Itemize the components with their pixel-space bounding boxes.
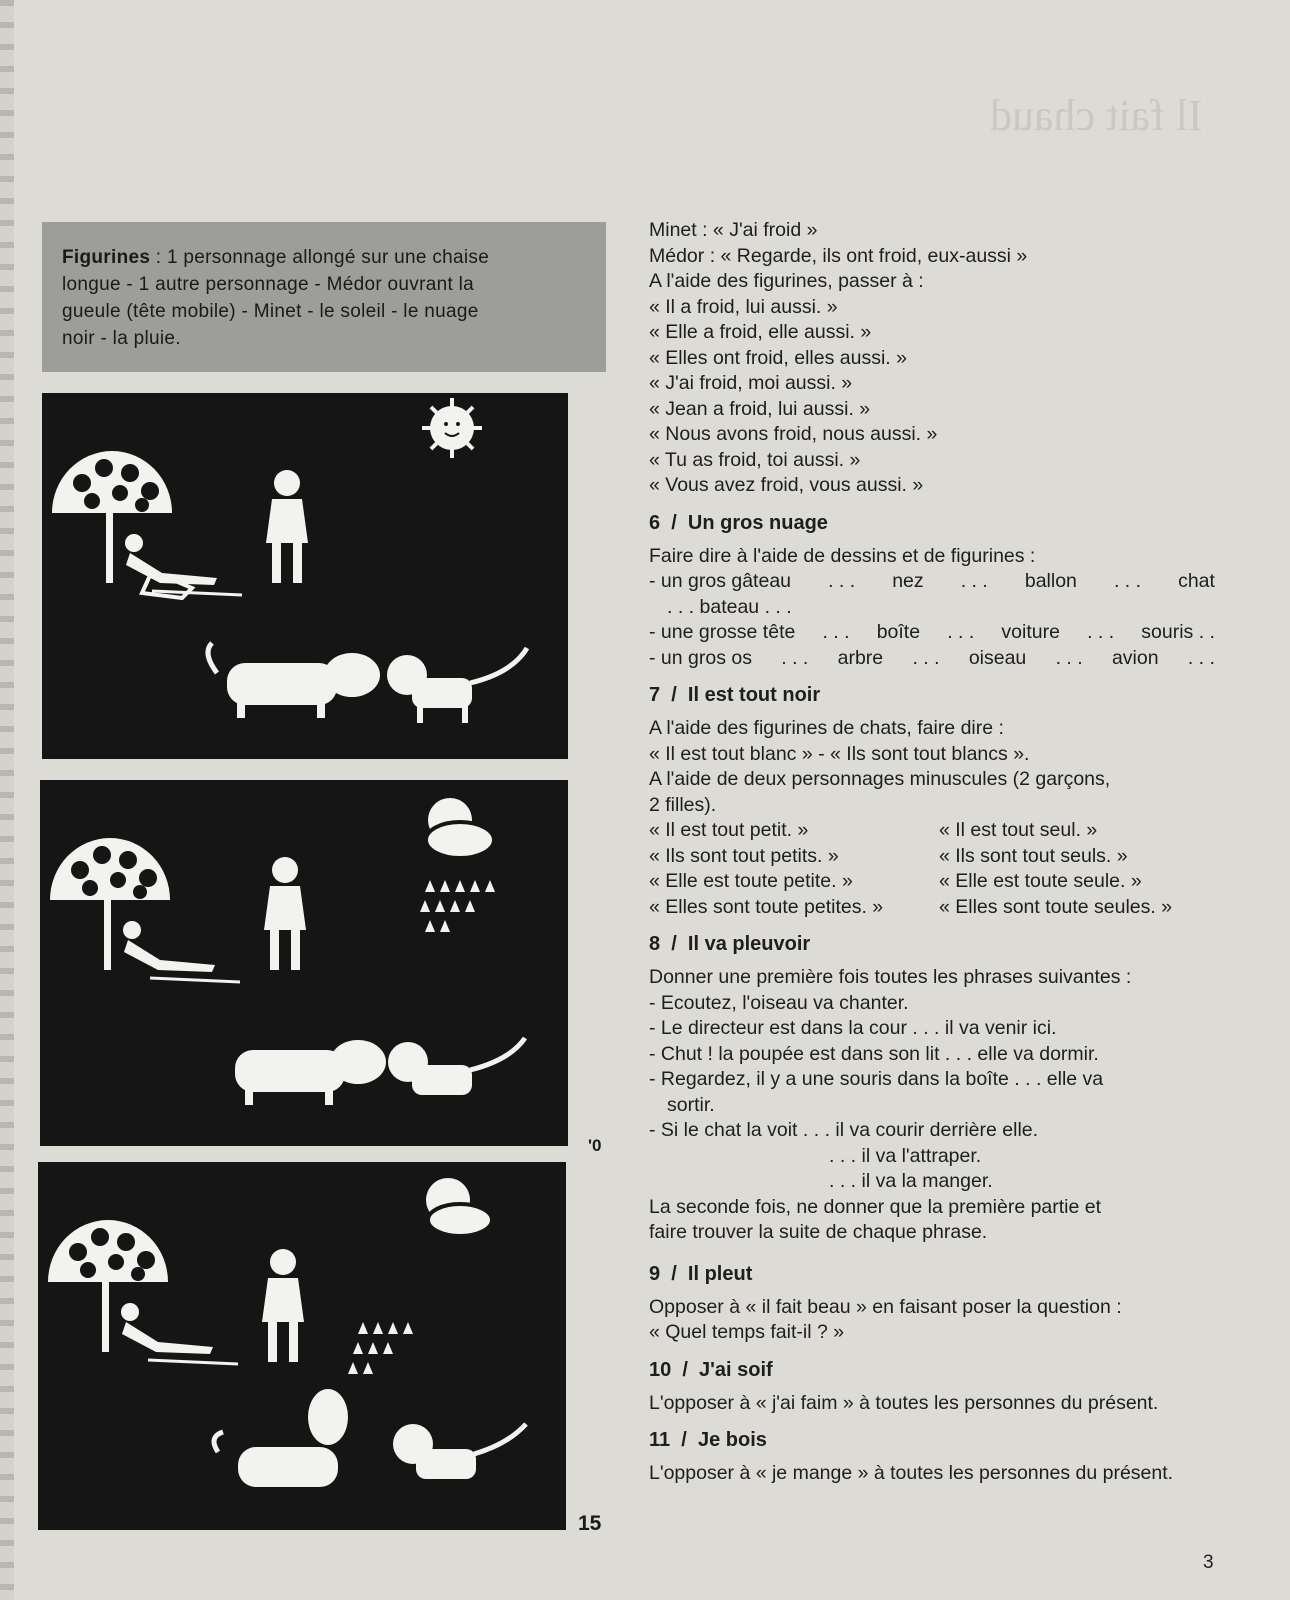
sunny-scene <box>42 393 568 759</box>
section-title: Un gros nuage <box>687 511 828 534</box>
section-number: 7 <box>649 684 661 706</box>
intro-line: « Tu as froid, toi aussi. » <box>649 448 861 471</box>
section-9-line: « Quel temps fait-il ? » <box>649 1321 845 1343</box>
cat-icon <box>388 1038 525 1095</box>
dog-icon <box>235 1040 386 1105</box>
section-8-line: - Le directeur est dans la cour . . . il va venir ici. <box>649 1017 1057 1039</box>
section-9-line: Opposer à « il fait beau » en faisant poser la question : <box>649 1295 1122 1318</box>
section-7-line: A l'aide de deux personnages minuscules (2 garçons, <box>649 768 1111 790</box>
intro-line: Minet : « J'ai froid » <box>649 219 818 241</box>
word: nez <box>892 570 924 592</box>
dots: . . . <box>828 570 856 592</box>
section-8-line: faire trouver la suite de chaque phrase. <box>649 1221 988 1243</box>
word: ballon <box>1024 570 1077 592</box>
section-9-heading: 9 / Il pleut <box>649 1262 753 1285</box>
intro-line: « Elle a froid, elle aussi. » <box>649 321 872 343</box>
word-row-continued: . . . bateau . . . <box>667 595 792 618</box>
section-number: 10 <box>649 1358 672 1381</box>
phrase-right: « Elle est toute seule. » <box>939 870 1142 892</box>
section-8-line: . . . il va l'attraper. <box>829 1144 982 1167</box>
section-number: 11 <box>649 1429 671 1451</box>
figurines-label: Figurines <box>62 247 151 268</box>
sun-cloud-icon <box>426 798 494 858</box>
intro-line: « Elles ont froid, elles aussi. » <box>649 346 907 369</box>
side-marker: '0 <box>588 1136 602 1155</box>
section-6-lead: Faire dire à l'aide de dessins et de figurines : <box>649 544 1036 567</box>
phrase-right: « Ils sont tout seuls. » <box>939 844 1128 867</box>
dog-drinking-icon <box>214 1389 348 1487</box>
rain-icon <box>420 880 495 932</box>
sun-cloud-icon <box>426 1178 492 1236</box>
section-8-line: La seconde fois, ne donner que la première partie et <box>649 1195 1102 1218</box>
section-8-line: - Si le chat la voit . . . il va courir derrière elle. <box>649 1119 1039 1141</box>
rain-scene <box>38 1162 566 1530</box>
illustration-sunny <box>42 393 568 759</box>
section-title: Il va pleuvoir <box>687 933 811 955</box>
tree-icon <box>50 838 170 970</box>
section-number: 9 <box>649 1262 661 1285</box>
intro-line: Médor : « Regarde, ils ont froid, eux-aussi » <box>649 244 1028 267</box>
word: oiseau <box>968 646 1027 669</box>
figurines-line-1: : 1 personnage allongé sur une chaise <box>150 247 490 268</box>
figurines-line-2: longue - 1 autre personnage - Médor ouvrant la <box>62 274 474 295</box>
section-title: Je bois <box>697 1429 767 1451</box>
word: avion <box>1111 646 1159 669</box>
section-title: J'ai soif <box>699 1358 773 1381</box>
dots: . . . <box>912 646 940 669</box>
dots: . . . <box>822 621 850 643</box>
word-row <box>649 620 1215 646</box>
section-8-line: . . . il va la manger. <box>829 1170 993 1192</box>
word: - une grosse tête <box>649 621 796 643</box>
section-11-heading: 11 / Je bois <box>649 1429 767 1451</box>
word: souris . . <box>1141 621 1215 643</box>
sun-icon <box>422 398 482 458</box>
standing-boy-icon <box>266 470 308 583</box>
section-title: Il est tout noir <box>687 684 821 706</box>
reclining-person-icon <box>123 921 240 982</box>
section-number: 8 <box>649 933 661 955</box>
section-8-line: sortir. <box>667 1093 715 1116</box>
word-row <box>649 569 1215 595</box>
section-8-heading: 8 / Il va pleuvoir <box>649 933 811 955</box>
section-7-line: A l'aide des figurines de chats, faire dire : <box>649 717 1004 739</box>
section-8-line: - Ecoutez, l'oiseau va chanter. <box>649 991 909 1014</box>
dots: . . . <box>947 621 975 643</box>
section-7-heading: 7 / Il est tout noir <box>649 684 821 706</box>
phrase-right: « Elles sont toute seules. » <box>939 895 1173 918</box>
section-11-line: L'opposer à « je mange » à toutes les personnes du présent. <box>649 1462 1174 1484</box>
figurines-line-4: noir - la pluie. <box>62 328 181 349</box>
section-title: Il pleut <box>687 1262 753 1285</box>
intro-line: « Il a froid, lui aussi. » <box>649 295 838 318</box>
dots: . . . <box>1055 646 1083 669</box>
section-6-heading: 6 / Un gros nuage <box>649 511 828 534</box>
spiral-binding <box>0 0 14 1600</box>
word-row <box>649 646 1215 672</box>
intro-line: « Jean a froid, lui aussi. » <box>649 397 871 420</box>
phrase-left: « Elle est toute petite. » <box>649 870 853 892</box>
section-8-line: - Chut ! la poupée est dans son lit . . . elle va dormir. <box>649 1042 1099 1065</box>
show-through-title: Il fait chaud <box>990 91 1203 140</box>
phrase-left: « Elles sont toute petites. » <box>649 895 884 918</box>
intro-line: « Vous avez froid, vous aussi. » <box>649 474 924 496</box>
word: voiture <box>1001 621 1060 643</box>
figure-number: 15 <box>578 1512 602 1535</box>
phrase-right: « Il est tout seul. » <box>939 819 1098 841</box>
section-7-line: « Il est tout blanc » - « Ils sont tout blancs ». <box>649 742 1030 765</box>
cat-icon <box>387 648 527 723</box>
dots: . . . <box>1087 621 1115 643</box>
dots: . . . <box>960 570 988 592</box>
page-number: 3 <box>1203 1552 1214 1573</box>
illustration-cloudy-rain <box>40 780 568 1146</box>
reclining-person-icon <box>121 1303 238 1364</box>
section-number: 6 <box>649 511 661 534</box>
tree-icon <box>52 451 172 583</box>
reclining-person-icon <box>125 534 242 598</box>
text-column <box>649 218 1215 1487</box>
word: chat <box>1178 570 1215 592</box>
dog-icon <box>208 643 380 718</box>
dots: . . . <box>1187 646 1215 669</box>
section-10-heading: 10 / J'ai soif <box>649 1358 773 1381</box>
rain-icon <box>348 1322 413 1374</box>
section-8-line: Donner une première fois toutes les phrases suivantes : <box>649 966 1132 988</box>
word: boîte <box>876 621 921 643</box>
cloudy-scene <box>40 780 568 1146</box>
figurines-line-3: gueule (tête mobile) - Minet - le soleil - le nuage <box>62 301 479 322</box>
word: - un gros os <box>649 646 752 669</box>
standing-boy-icon <box>262 1249 304 1362</box>
phrase-left: « Ils sont tout petits. » <box>649 844 839 867</box>
figurines-box <box>42 222 606 372</box>
section-7-line: 2 filles). <box>649 793 717 816</box>
tree-icon <box>48 1220 168 1352</box>
two-column-phrases <box>649 818 1215 920</box>
section-8-line: - Regardez, il y a une souris dans la boîte . . . elle va <box>649 1068 1104 1090</box>
standing-boy-icon <box>264 857 306 970</box>
intro-line: « Nous avons froid, nous aussi. » <box>649 423 938 445</box>
cat-icon <box>393 1424 526 1479</box>
phrase-left: « Il est tout petit. » <box>649 819 809 841</box>
illustration-raining <box>38 1162 566 1530</box>
intro-line: « J'ai froid, moi aussi. » <box>649 372 853 394</box>
section-10-line: L'opposer à « j'ai faim » à toutes les personnes du présent. <box>649 1391 1159 1414</box>
dots: . . . <box>781 646 809 669</box>
word: - un gros gâteau <box>649 570 792 592</box>
intro-line: A l'aide des figurines, passer à : <box>649 270 924 292</box>
word: arbre <box>837 646 884 669</box>
dots: . . . <box>1113 570 1142 592</box>
